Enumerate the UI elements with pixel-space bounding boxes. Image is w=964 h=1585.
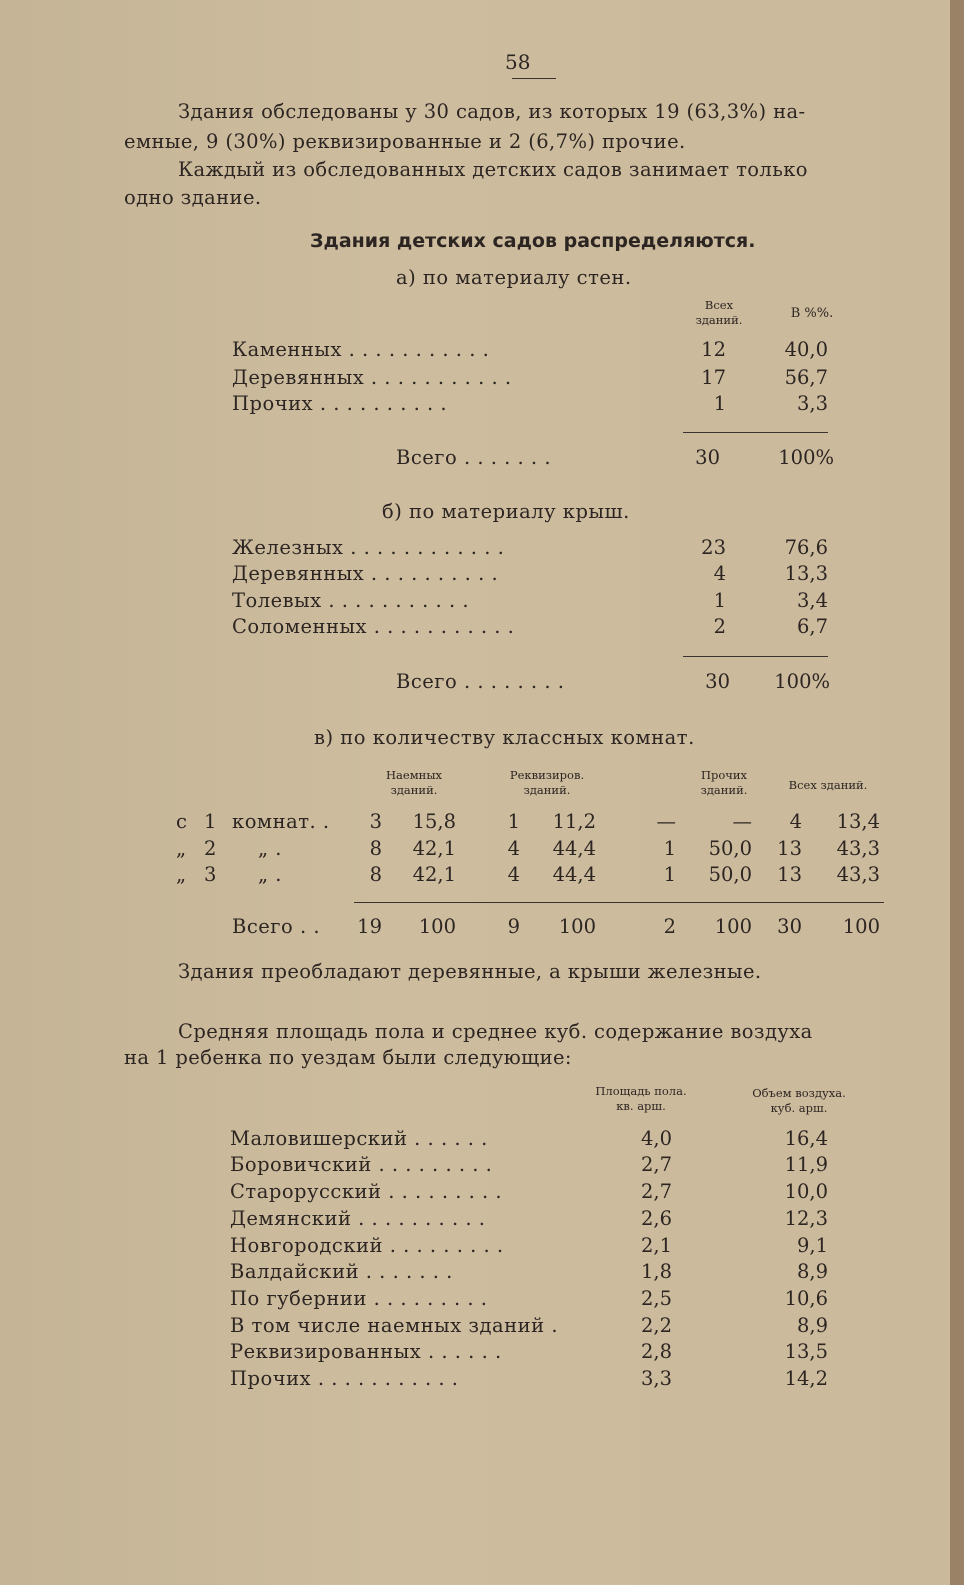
roofs-total-rule — [683, 656, 828, 657]
walls-col-pct-header: В %%. — [790, 306, 834, 321]
rooms-row-prefix: „ — [176, 863, 187, 886]
walls-total-rule — [683, 432, 828, 433]
area-row-label: Новгородский . . . . . . . . . — [230, 1234, 504, 1257]
area-row-floor: 1,8 — [640, 1260, 672, 1283]
area-row-air: 14,2 — [784, 1367, 828, 1390]
rooms-header-hired: Наемных зданий. — [386, 768, 442, 797]
walls-row-pct: 56,7 — [784, 366, 828, 389]
area-row-label: Боровичский . . . . . . . . . — [230, 1153, 493, 1176]
walls-total-pct: 100% — [778, 446, 834, 469]
rooms-header-other: Прочих зданий. — [700, 768, 748, 797]
area-row-air: 9,1 — [796, 1234, 828, 1257]
roofs-row-pct: 6,7 — [796, 615, 828, 638]
area-row-label: Валдайский . . . . . . . — [230, 1260, 453, 1283]
rooms-cell: 50,0 — [708, 863, 752, 886]
rooms-cell: 43,3 — [836, 837, 880, 860]
rooms-total-cell: 19 — [357, 915, 382, 938]
rooms-cell: 13,4 — [836, 810, 880, 833]
walls-row-label: Каменных . . . . . . . . . . . — [232, 338, 490, 361]
rooms-total-cell: 9 — [507, 915, 520, 938]
area-row-air: 10,0 — [784, 1180, 828, 1203]
area-row-air: 11,9 — [784, 1153, 828, 1176]
rooms-total-cell: 30 — [777, 915, 802, 938]
rooms-cell: 13 — [777, 863, 802, 886]
roofs-row-count: 1 — [713, 589, 726, 612]
area-intro-line-1: Средняя площадь пола и среднее куб. содержание воздуха — [178, 1020, 813, 1043]
page-edge — [950, 0, 964, 1585]
rooms-cell: 42,1 — [412, 837, 456, 860]
area-row-label: В том числе наемных зданий . — [230, 1314, 559, 1337]
roofs-row-pct: 76,6 — [784, 536, 828, 559]
walls-row-count: 1 — [713, 392, 726, 415]
roofs-total-pct: 100% — [774, 670, 830, 693]
rooms-cell: 4 — [789, 810, 802, 833]
rooms-total-cell: 100 — [558, 915, 596, 938]
rooms-row-number: 3 — [204, 863, 217, 886]
rooms-cell: 15,8 — [412, 810, 456, 833]
walls-row-pct: 3,3 — [796, 392, 828, 415]
rooms-total-cell: 2 — [663, 915, 676, 938]
area-row-label: Маловишерский . . . . . . — [230, 1127, 488, 1150]
area-col2-header: Объем воздуха. куб. арш. — [752, 1086, 846, 1115]
walls-row-count: 12 — [701, 338, 726, 361]
area-row-label: По губернии . . . . . . . . . — [230, 1287, 488, 1310]
intro-line-3: Каждый из обследованных детских садов занимает только — [178, 158, 808, 181]
rooms-cell: 1 — [507, 810, 520, 833]
rooms-cell: 1 — [663, 863, 676, 886]
area-row-air: 8,9 — [796, 1260, 828, 1283]
roofs-total-count: 30 — [705, 670, 730, 693]
area-row-floor: 2,1 — [640, 1234, 672, 1257]
rooms-row-label: „ . — [258, 837, 282, 860]
rooms-header-requisitioned: Реквизиров. зданий. — [509, 768, 585, 797]
walls-total-count: 30 — [695, 446, 720, 469]
rooms-cell: 11,2 — [552, 810, 596, 833]
area-row-label: Старорусский . . . . . . . . . — [230, 1180, 503, 1203]
area-row-floor: 2,6 — [640, 1207, 672, 1230]
rooms-cell: — — [732, 810, 752, 833]
area-row-floor: 2,2 — [640, 1314, 672, 1337]
intro-line-2: емные, 9 (30%) реквизированные и 2 (6,7%) прочие. — [124, 130, 686, 153]
rooms-total-cell: 100 — [714, 915, 752, 938]
rooms-cell: 1 — [663, 837, 676, 860]
rooms-total-label: Всего . . — [232, 915, 321, 938]
rooms-row-number: 2 — [204, 837, 217, 860]
area-row-label: Прочих . . . . . . . . . . . — [230, 1367, 459, 1390]
conclusion-text: Здания преобладают деревянные, а крыши железные. — [178, 960, 762, 983]
rooms-row-label: „ . — [258, 863, 282, 886]
roofs-row-pct: 3,4 — [796, 589, 828, 612]
area-row-floor: 2,5 — [640, 1287, 672, 1310]
rooms-cell: 50,0 — [708, 837, 752, 860]
roofs-row-label: Толевых . . . . . . . . . . . — [232, 589, 470, 612]
rooms-subtitle: в) по количеству классных комнат. — [314, 726, 695, 749]
rooms-cell: 13 — [777, 837, 802, 860]
rooms-cell: 4 — [507, 837, 520, 860]
rooms-total-cell: 100 — [418, 915, 456, 938]
page-number: 58 — [505, 50, 531, 74]
roofs-total-label: Всего . . . . . . . . — [396, 670, 565, 693]
area-row-floor: 2,8 — [640, 1340, 672, 1363]
walls-subtitle: а) по материалу стен. — [396, 266, 632, 289]
area-row-air: 12,3 — [784, 1207, 828, 1230]
area-row-air: 16,4 — [784, 1127, 828, 1150]
area-intro-line-2: на 1 ребенка по уездам были следующие: — [124, 1046, 572, 1069]
rooms-cell: — — [656, 810, 676, 833]
roofs-row-count: 23 — [701, 536, 726, 559]
rooms-cell: 3 — [369, 810, 382, 833]
roofs-row-label: Железных . . . . . . . . . . . . — [232, 536, 505, 559]
area-row-floor: 4,0 — [640, 1127, 672, 1150]
area-col1-header: Площадь пола. кв. арш. — [595, 1084, 687, 1113]
rooms-cell: 4 — [507, 863, 520, 886]
rooms-cell: 42,1 — [412, 863, 456, 886]
walls-row-count: 17 — [701, 366, 726, 389]
rooms-cell: 44,4 — [552, 863, 596, 886]
roofs-row-pct: 13,3 — [784, 562, 828, 585]
area-row-label: Реквизированных . . . . . . — [230, 1340, 502, 1363]
rooms-row-prefix: „ — [176, 837, 187, 860]
roofs-row-count: 4 — [713, 562, 726, 585]
intro-line-4: одно здание. — [124, 186, 262, 209]
rooms-total-cell: 100 — [842, 915, 880, 938]
area-row-air: 13,5 — [784, 1340, 828, 1363]
walls-total-label: Всего . . . . . . . — [396, 446, 552, 469]
area-row-floor: 2,7 — [640, 1180, 672, 1203]
rooms-cell: 8 — [369, 837, 382, 860]
roofs-row-label: Деревянных . . . . . . . . . . — [232, 562, 499, 585]
page-number-rule — [512, 78, 556, 79]
rooms-cell: 43,3 — [836, 863, 880, 886]
rooms-cell: 8 — [369, 863, 382, 886]
intro-line-1: Здания обследованы у 30 садов, из которых 19 (63,3%) на- — [178, 100, 806, 123]
rooms-row-label: комнат. . — [232, 810, 330, 833]
rooms-total-rule — [354, 902, 884, 903]
walls-row-pct: 40,0 — [784, 338, 828, 361]
walls-row-label: Прочих . . . . . . . . . . — [232, 392, 448, 415]
area-row-label: Демянский . . . . . . . . . . — [230, 1207, 486, 1230]
walls-col-total-header: Всех зданий. — [695, 298, 743, 327]
roofs-row-count: 2 — [713, 615, 726, 638]
rooms-header-all: Всех зданий. — [788, 778, 868, 792]
rooms-row-prefix: с — [176, 810, 188, 833]
rooms-cell: 44,4 — [552, 837, 596, 860]
area-row-floor: 2,7 — [640, 1153, 672, 1176]
roofs-row-label: Соломенных . . . . . . . . . . . — [232, 615, 515, 638]
area-row-air: 10,6 — [784, 1287, 828, 1310]
section-title: Здания детских садов распределяются. — [310, 230, 756, 252]
rooms-row-number: 1 — [204, 810, 217, 833]
area-row-air: 8,9 — [796, 1314, 828, 1337]
walls-row-label: Деревянных . . . . . . . . . . . — [232, 366, 512, 389]
area-row-floor: 3,3 — [640, 1367, 672, 1390]
roofs-subtitle: б) по материалу крыш. — [382, 500, 630, 523]
